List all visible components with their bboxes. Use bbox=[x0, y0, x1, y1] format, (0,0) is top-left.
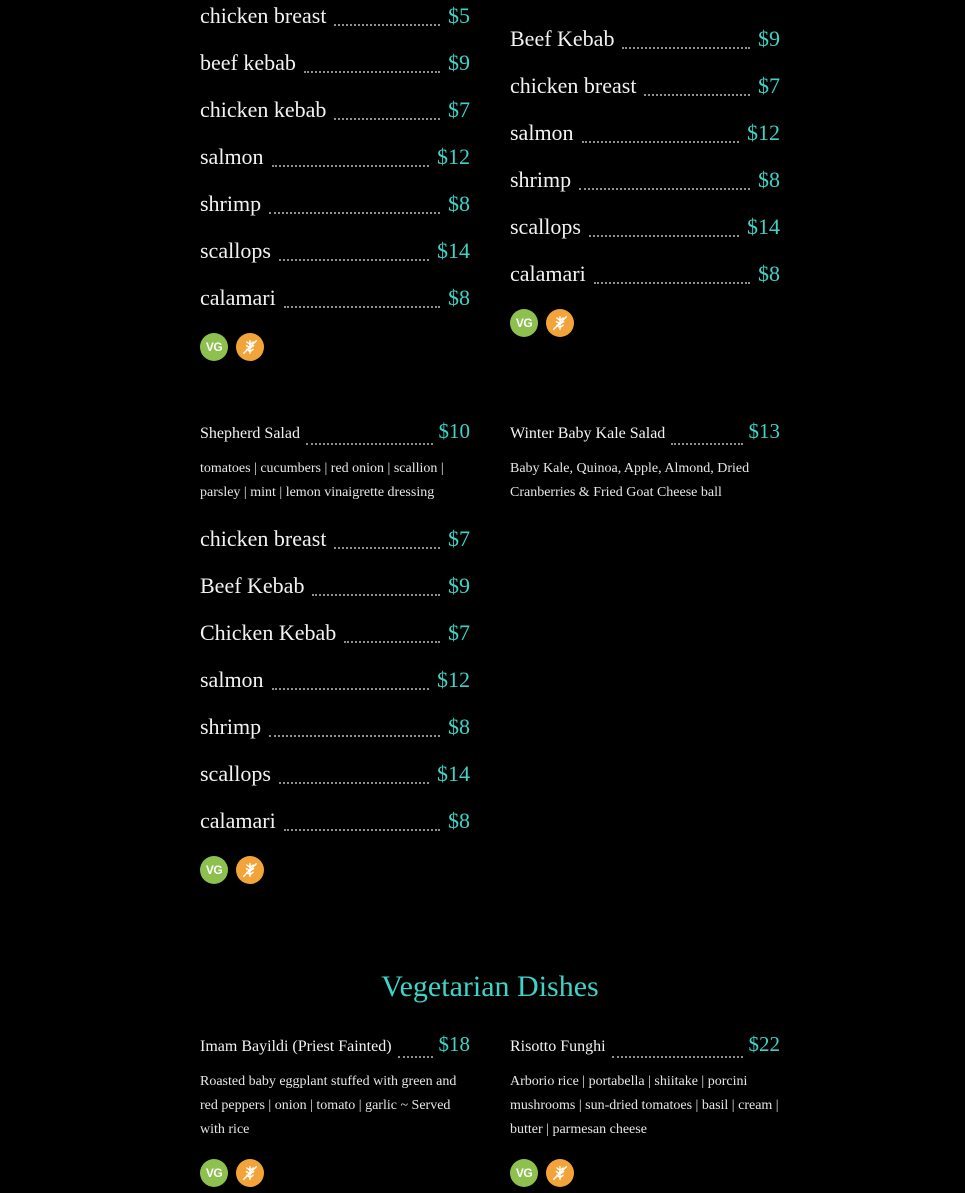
option-name: chicken breast bbox=[200, 3, 327, 28]
option-name: calamari bbox=[200, 285, 276, 310]
dish-price: $18 bbox=[438, 1032, 470, 1056]
leader-dots bbox=[304, 47, 440, 73]
option-name: scallops bbox=[510, 214, 581, 239]
option-row bbox=[510, 70, 780, 117]
leader-dots bbox=[279, 235, 429, 261]
dish-header bbox=[510, 415, 780, 445]
option-name: salmon bbox=[200, 144, 264, 169]
wheat-crossed-icon bbox=[236, 1159, 264, 1187]
vegan-badge: VG bbox=[200, 1159, 228, 1187]
option-row bbox=[200, 94, 470, 141]
option-price: $8 bbox=[448, 191, 470, 216]
dish-price: $13 bbox=[748, 419, 780, 443]
option-row bbox=[200, 570, 470, 617]
option-price: $14 bbox=[437, 238, 470, 263]
option-price: $14 bbox=[747, 214, 780, 239]
leader-dots bbox=[622, 23, 750, 49]
option-name: beef kebab bbox=[200, 50, 296, 75]
option-price: $12 bbox=[747, 120, 780, 145]
leader-dots bbox=[589, 211, 739, 237]
option-price: $7 bbox=[758, 73, 780, 98]
option-price: $7 bbox=[448, 526, 470, 551]
option-row bbox=[200, 617, 470, 664]
option-price: $8 bbox=[448, 285, 470, 310]
vegan-badge: VG bbox=[200, 856, 228, 884]
option-row bbox=[200, 711, 470, 758]
option-row bbox=[510, 211, 780, 258]
option-row bbox=[200, 188, 470, 235]
option-name: Beef Kebab bbox=[200, 573, 305, 598]
leader-dots bbox=[579, 164, 750, 190]
diet-badges bbox=[200, 856, 264, 884]
vegan-badge: VG bbox=[510, 1159, 538, 1187]
leader-dots bbox=[612, 1040, 743, 1058]
option-name: salmon bbox=[200, 667, 264, 692]
dish-description: Baby Kale, Quinoa, Apple, Almond, Dried Cranberries & Fried Goat Cheese ball bbox=[510, 461, 750, 500]
option-row bbox=[200, 0, 470, 47]
option-name: calamari bbox=[200, 808, 276, 833]
wheat-crossed-icon bbox=[236, 333, 264, 361]
option-row bbox=[200, 282, 470, 329]
dish-price: $10 bbox=[438, 419, 470, 443]
leader-dots bbox=[279, 758, 429, 784]
option-name: scallops bbox=[200, 238, 271, 263]
option-row bbox=[510, 258, 780, 305]
leader-dots bbox=[334, 94, 440, 120]
option-row bbox=[200, 235, 470, 282]
leader-dots bbox=[334, 523, 440, 549]
diet-badges bbox=[200, 333, 264, 361]
option-price: $8 bbox=[448, 808, 470, 833]
option-name: chicken kebab bbox=[200, 97, 327, 122]
leader-dots bbox=[582, 117, 739, 143]
diet-badges bbox=[510, 1159, 574, 1187]
dish-header bbox=[510, 1028, 780, 1058]
leader-dots bbox=[269, 711, 440, 737]
dish-name: Risotto Funghi bbox=[510, 1038, 606, 1055]
option-name: calamari bbox=[510, 261, 586, 286]
option-price: $12 bbox=[437, 667, 470, 692]
leader-dots bbox=[671, 427, 742, 445]
leader-dots bbox=[272, 664, 429, 690]
dish-name: Winter Baby Kale Salad bbox=[510, 425, 666, 442]
option-price: $8 bbox=[758, 261, 780, 286]
option-row bbox=[200, 523, 470, 570]
option-price: $9 bbox=[448, 50, 470, 75]
diet-badges bbox=[510, 309, 574, 337]
wheat-crossed-icon bbox=[236, 856, 264, 884]
wheat-crossed-icon bbox=[546, 309, 574, 337]
leader-dots bbox=[344, 617, 440, 643]
option-price: $7 bbox=[448, 97, 470, 122]
leader-dots bbox=[284, 805, 440, 831]
dish-description: Roasted baby eggplant stuffed with green and red peppers | onion | tomato | garlic ~ Served with rice bbox=[200, 1074, 457, 1137]
option-row bbox=[510, 164, 780, 211]
option-name: shrimp bbox=[200, 714, 262, 739]
dish-header bbox=[200, 415, 470, 445]
leader-dots bbox=[312, 570, 440, 596]
option-name: salmon bbox=[510, 120, 574, 145]
dish-name: Imam Bayildi (Priest Fainted) bbox=[200, 1038, 392, 1055]
option-price: $7 bbox=[448, 620, 470, 645]
option-name: chicken breast bbox=[510, 73, 637, 98]
option-row bbox=[200, 141, 470, 188]
leader-dots bbox=[594, 258, 750, 284]
option-row bbox=[200, 47, 470, 94]
section-title: Vegetarian Dishes bbox=[381, 970, 599, 1003]
option-price: $8 bbox=[758, 167, 780, 192]
option-row bbox=[200, 758, 470, 805]
vegan-badge: VG bbox=[510, 309, 538, 337]
option-name: Beef Kebab bbox=[510, 26, 615, 51]
option-price: $14 bbox=[437, 761, 470, 786]
dish-header bbox=[200, 1028, 470, 1058]
option-row bbox=[510, 117, 780, 164]
option-row bbox=[200, 805, 470, 852]
dish-description: tomatoes | cucumbers | red onion | scallion | parsley | mint | lemon vinaigrette dressing bbox=[200, 461, 444, 500]
vegan-badge: VG bbox=[200, 333, 228, 361]
option-price: $8 bbox=[448, 714, 470, 739]
dish-description: Arborio rice | portabella | shiitake | porcini mushrooms | sun-dried tomatoes | basil | cream | butter | parmesan cheese bbox=[510, 1074, 779, 1137]
leader-dots bbox=[272, 141, 429, 167]
leader-dots bbox=[334, 0, 440, 26]
wheat-crossed-icon bbox=[546, 1159, 574, 1187]
option-price: $5 bbox=[448, 3, 470, 28]
leader-dots bbox=[284, 282, 440, 308]
option-name: chicken breast bbox=[200, 526, 327, 551]
leader-dots bbox=[306, 427, 433, 445]
option-name: Chicken Kebab bbox=[200, 620, 337, 645]
option-name: scallops bbox=[200, 761, 271, 786]
option-name: shrimp bbox=[510, 167, 572, 192]
dish-price: $22 bbox=[748, 1032, 780, 1056]
option-name: shrimp bbox=[200, 191, 262, 216]
leader-dots bbox=[269, 188, 440, 214]
option-row bbox=[200, 664, 470, 711]
option-price: $9 bbox=[448, 573, 470, 598]
dish-name: Shepherd Salad bbox=[200, 425, 300, 442]
leader-dots bbox=[398, 1040, 433, 1058]
leader-dots bbox=[644, 70, 750, 96]
diet-badges bbox=[200, 1159, 264, 1187]
option-price: $9 bbox=[758, 26, 780, 51]
option-row bbox=[510, 23, 780, 70]
option-price: $12 bbox=[437, 144, 470, 169]
